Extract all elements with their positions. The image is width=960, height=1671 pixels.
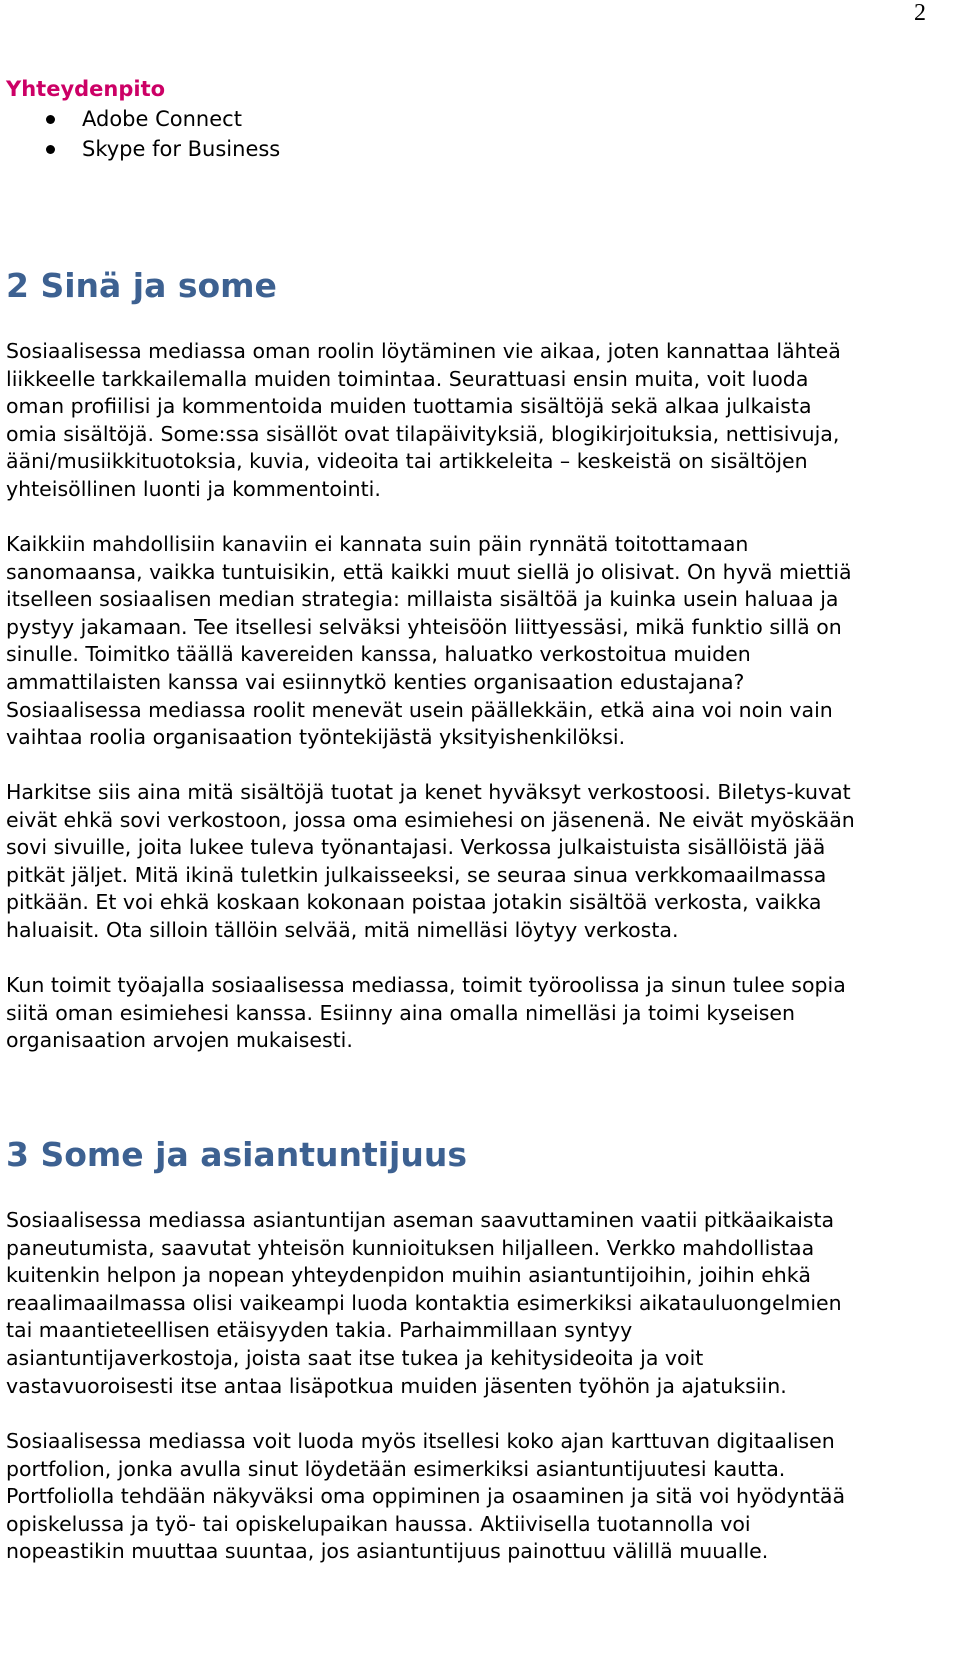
list-item xyxy=(6,135,280,165)
text-line: Harkitse siis aina mitä sisältöjä tuotat ja kenet hyväksyt verkostoosi. Biletys-kuvat xyxy=(6,780,851,804)
bullet-icon xyxy=(46,115,55,124)
text-line: opiskelussa ja työ- tai opiskelupaikan haussa. Aktiivisella tuotannolla voi xyxy=(6,1511,751,1536)
text-line: oman profiilisi ja kommentoida muiden tuottamia sisältöjä sekä alkaa julkaista xyxy=(6,394,812,419)
paragraph xyxy=(6,972,846,1055)
text-line: haluaisit. Ota silloin tällöin selvää, mitä nimelläsi löytyy verkosta. xyxy=(6,917,679,942)
text-line: paneutumista, saavutat yhteisön kunnioituksen hiljalleen. Verkko mahdollistaa xyxy=(6,1235,815,1260)
list-item-label: Skype for Business xyxy=(82,136,281,161)
text-line: Kun toimit työajalla sosiaalisessa mediassa, toimit työroolissa ja sinun tulee sopia xyxy=(6,973,846,997)
text-line: reaalimaailmassa olisi vaikeampi luoda kontaktia esimerkiksi aikatauluongelmien xyxy=(6,1290,842,1315)
text-line: nopeastikin muuttaa suuntaa, jos asiantuntijuus painottuu välillä muualle. xyxy=(6,1539,769,1564)
text-line: Sosiaalisessa mediassa oman roolin löytäminen vie aikaa, joten kannattaa lähteä xyxy=(6,339,841,363)
bullet-icon xyxy=(46,145,55,154)
paragraph xyxy=(6,779,855,945)
text-line: asiantuntijaverkostoja, joista saat itse tukea ja kehitysideoita ja voit xyxy=(6,1345,704,1370)
text-line: eivät ehkä sovi verkostoon, jossa oma esimiehesi on jäsenenä. Ne eivät myöskään xyxy=(6,807,855,832)
section-heading: 2 Sinä ja some xyxy=(6,266,277,305)
text-line: liikkeelle tarkkailemalla muiden toimintaa. Seurattuasi ensin muita, voit luoda xyxy=(6,366,809,391)
text-line: pitkään. Et voi ehkä koskaan kokonaan poistaa jotakin sisältöä verkosta, vaikka xyxy=(6,890,822,915)
text-line: sinulle. Toimitko täällä kavereiden kanssa, haluatko verkostoitua muiden xyxy=(6,642,751,667)
paragraph xyxy=(6,1428,845,1566)
text-line: ammattilaisten kanssa vai esiinnytkö kenties organisaation edustajana? xyxy=(6,669,745,694)
text-line: pitkät jäljet. Mitä ikinä tuletkin julkaisseeksi, se seuraa sinua verkkomaailmassa xyxy=(6,862,827,887)
text-line: Sosiaalisessa mediassa asiantuntijan aseman saavuttaminen vaatii pitkäaikaista xyxy=(6,1208,835,1232)
list-item xyxy=(6,105,280,135)
paragraph xyxy=(6,531,852,752)
paragraph xyxy=(6,1207,842,1400)
text-line: portfolion, jonka avulla sinut löydetään esimerkiksi asiantuntijuutesi kautta. xyxy=(6,1456,786,1481)
text-line: kuitenkin helpon ja nopean yhteydenpidon muihin asiantuntijoihin, joihin ehkä xyxy=(6,1263,811,1288)
page-number: 2 xyxy=(914,0,926,26)
text-line: omia sisältöjä. Some:ssa sisällöt ovat tilapäivityksiä, blogikirjoituksia, nettisivuja, xyxy=(6,421,840,446)
text-line: vaihtaa roolia organisaation työntekijästä yksityishenkilöksi. xyxy=(6,725,626,750)
text-line: pystyy jakamaan. Tee itsellesi selväksi yhteisöön liittyessäsi, mikä funktio sillä on xyxy=(6,614,842,639)
text-line: Kaikkiin mahdollisiin kanaviin ei kannata suin päin rynnätä toitottamaan xyxy=(6,532,749,556)
list-item-label: Adobe Connect xyxy=(82,107,242,131)
text-line: organisaation arvojen mukaisesti. xyxy=(6,1028,353,1053)
text-line: sanomaansa, vaikka tuntuisikin, että kaikki muut siellä jo olisivat. On hyvä miettiä xyxy=(6,559,852,584)
text-line: itselleen sosiaalisen median strategia: millaista sisältöä ja kuinka usein haluaa ja xyxy=(6,587,839,612)
text-line: Sosiaalisessa mediassa roolit menevät usein päällekkäin, etkä aina voi noin vain xyxy=(6,697,833,722)
text-line: yhteisöllinen luonti ja kommentointi. xyxy=(6,476,381,501)
paragraph xyxy=(6,338,841,504)
text-line: ääni/musiikkituotoksia, kuvia, videoita tai artikkeleita – keskeistä on sisältöjen xyxy=(6,449,808,474)
contact-list xyxy=(6,105,280,164)
text-line: Sosiaalisessa mediassa voit luoda myös itsellesi koko ajan karttuvan digitaalisen xyxy=(6,1429,835,1453)
text-line: tai maantieteellisen etäisyyden takia. Parhaimmillaan syntyy xyxy=(6,1318,633,1343)
text-line: vastavuoroisesti itse antaa lisäpotkua muiden jäsenten työhön ja ajatuksiin. xyxy=(6,1373,787,1398)
text-line: sovi sivuille, joita lukee tuleva työnantajasi. Verkossa julkaistuista sisällöistä jää xyxy=(6,835,826,860)
text-line: siitä oman esimiehesi kanssa. Esiinny aina omalla nimelläsi ja toimi kyseisen xyxy=(6,1000,795,1025)
contact-heading: Yhteydenpito xyxy=(6,77,166,101)
section-heading: 3 Some ja asiantuntijuus xyxy=(6,1135,467,1174)
text-line: Portfoliolla tehdään näkyväksi oma oppiminen ja osaaminen ja sitä voi hyödyntää xyxy=(6,1484,846,1509)
